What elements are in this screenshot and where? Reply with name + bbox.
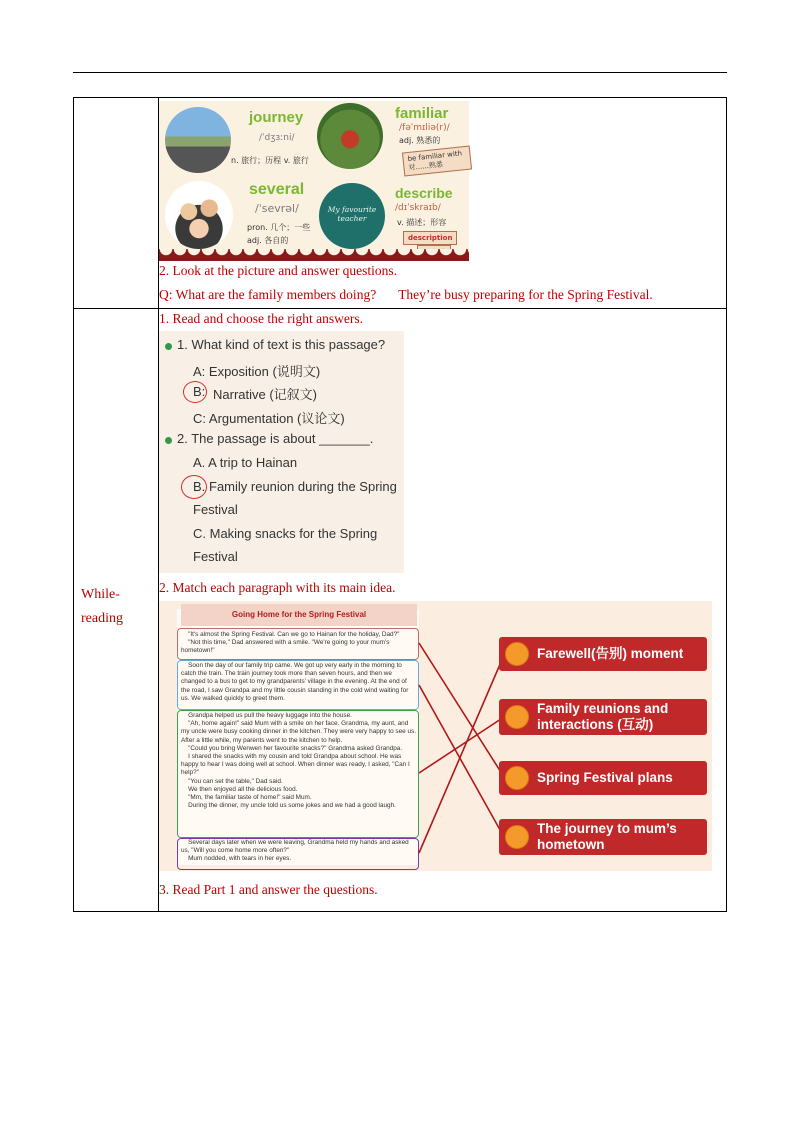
section-label-cell bbox=[74, 309, 159, 912]
vocab-phonetic: /ˈdʒɜːni/ bbox=[259, 133, 295, 143]
vocab-tag: be familiar with 对......熟悉 bbox=[402, 146, 472, 177]
main-idea-text: Family reunions and bbox=[537, 701, 669, 716]
section-label-cell-empty bbox=[74, 98, 159, 309]
match-line bbox=[419, 685, 504, 837]
quiz-option-letter: B: bbox=[193, 384, 206, 399]
quiz-option: Festival bbox=[193, 502, 238, 517]
bullet-dot bbox=[165, 437, 172, 444]
header-rule bbox=[73, 72, 727, 73]
while-reading-content bbox=[159, 309, 727, 912]
instruction-match: 2. Match each paragraph with its main idea. bbox=[159, 580, 396, 595]
passage-paragraph-1: "It's almost the Spring Festival. Can we go to Hainan for the holiday, Dad?" "Not this time," Dad answered with a smile. "We're going to your mum's hometown!" bbox=[181, 631, 400, 655]
vocab-phonetic: /dɪˈskraɪb/ bbox=[395, 203, 441, 213]
vocab-definition: n. 旅行；历程 v. 旅行 bbox=[231, 156, 309, 165]
main-idea-text: Farewell(告别) moment bbox=[537, 646, 684, 661]
match-line bbox=[419, 643, 504, 777]
main-idea-text-2: interactions (互动) bbox=[537, 717, 654, 732]
main-idea-text: The journey to mum’s bbox=[537, 821, 677, 836]
main-idea-text-2: hometown bbox=[537, 837, 605, 852]
quiz-option-letter: B. bbox=[193, 479, 206, 494]
quiz-option: Family reunion during the Spring bbox=[209, 479, 397, 494]
main-idea-plans bbox=[499, 761, 707, 795]
lantern-icon bbox=[505, 766, 529, 790]
passage-paragraph-3: Grandpa helped us pull the heavy luggage into the house. "Ah, home again!" said Mum with a smile on her face. Grandma, my aunt, and my uncle were busy cooking dinner in the kitchen. They were very happy to see us. After a little while, my parents went to the kitchen to help. "Could you bring Wenwen her favourite snacks?" Grandma asked Grandpa. I shared the snacks with my cousin and told Grandpa about school. He was happy to hear I was doing well at school. When dinner was ready, I asked, "Can I help?" "You can set the table," Dad said. We then enjoyed all the delicious food. "Mm, the familiar taste of home!" said Mum. During the dinner, my uncle told us some jokes and we had a good laugh. bbox=[181, 712, 417, 810]
section-label-line2: reading bbox=[81, 611, 123, 626]
lantern-icon bbox=[505, 642, 529, 666]
while-reading-row bbox=[74, 309, 727, 912]
main-idea-journey bbox=[499, 819, 707, 855]
quiz-question-2: 2. The passage is about _______. bbox=[177, 431, 374, 446]
quiz-option: Festival bbox=[193, 549, 238, 564]
answer-text: They’re busy preparing for the Spring Festival. bbox=[398, 287, 653, 302]
passage-paragraph-2: Soon the day of our family trip came. We got up very early in the morning to catch the train. The train journey took more than seven hours, and then we changed to a bus to get to my grandparents' village in the evening. At the end of the road, I saw Grandpa and my little cousin standing in the cold wind waiting for us. We walked quickly to greet them. bbox=[181, 662, 411, 702]
quiz-option: A: Exposition (说明文) bbox=[193, 364, 321, 379]
quiz-option: C: Argumentation (议论文) bbox=[193, 411, 345, 426]
runner-photo bbox=[317, 103, 383, 169]
vocab-definition: pron. 几个；一些 bbox=[247, 223, 311, 232]
main-idea-farewell bbox=[499, 637, 707, 671]
qa-line bbox=[159, 286, 726, 304]
vocabulary-image bbox=[159, 101, 469, 261]
instruction-part1: 3. Read Part 1 and answer the questions. bbox=[159, 882, 378, 897]
bullet-dot bbox=[165, 343, 172, 350]
lantern-icon bbox=[505, 705, 529, 729]
lantern-icon bbox=[505, 825, 529, 849]
question-text: Q: What are the family members doing? bbox=[159, 287, 377, 302]
chalkboard-text: My favourite teacher bbox=[327, 205, 377, 223]
match-line bbox=[419, 717, 504, 773]
scallop-border bbox=[159, 249, 469, 261]
vocab-phonetic: /fəˈmɪliə(r)/ bbox=[399, 123, 450, 133]
road-photo bbox=[165, 107, 231, 173]
main-idea-text: Spring Festival plans bbox=[537, 770, 673, 785]
vocab-word: several bbox=[249, 181, 305, 198]
vocab-definition: adj. 熟悉的 bbox=[399, 136, 441, 145]
match-image bbox=[159, 601, 712, 871]
vocab-phonetic: /ˈsevrəl/ bbox=[255, 202, 299, 215]
quiz-question-1: 1. What kind of text is this passage? bbox=[177, 337, 386, 352]
vocab-definition: v. 描述；形容 bbox=[397, 218, 447, 227]
quiz-option: C. Making snacks for the Spring bbox=[193, 526, 378, 541]
main-idea-reunions bbox=[499, 699, 707, 735]
vocab-word: describe bbox=[395, 185, 453, 201]
quiz-option: A. A trip to Hainan bbox=[193, 455, 298, 470]
vocab-word: familiar bbox=[395, 105, 449, 122]
chalkboard-photo bbox=[319, 183, 385, 249]
vocab-word: journey bbox=[249, 109, 304, 126]
section-label-line1: While- bbox=[81, 587, 120, 602]
pre-reading-row bbox=[74, 98, 727, 309]
passage-paragraph-4: Several days later when we were leaving, Grandma held my hands and asked us, "Will you come home more often?" Mum nodded, with tears in her eyes. bbox=[181, 839, 409, 863]
instruction-2: 2. Look at the picture and answer questions. bbox=[159, 263, 398, 278]
vocab-tag: description bbox=[403, 231, 457, 245]
quiz-image bbox=[159, 331, 404, 573]
vocab-definition-2: adj. 各自的 bbox=[247, 236, 289, 245]
lesson-table bbox=[73, 97, 727, 912]
instruction-read-choose: 1. Read and choose the right answers. bbox=[159, 311, 363, 326]
match-line bbox=[419, 655, 504, 853]
family-faces-photo bbox=[165, 181, 233, 249]
passage-title: Going Home for the Spring Festival bbox=[181, 604, 417, 626]
quiz-option: Narrative (记叙文) bbox=[213, 387, 318, 402]
pre-reading-content bbox=[159, 98, 727, 309]
